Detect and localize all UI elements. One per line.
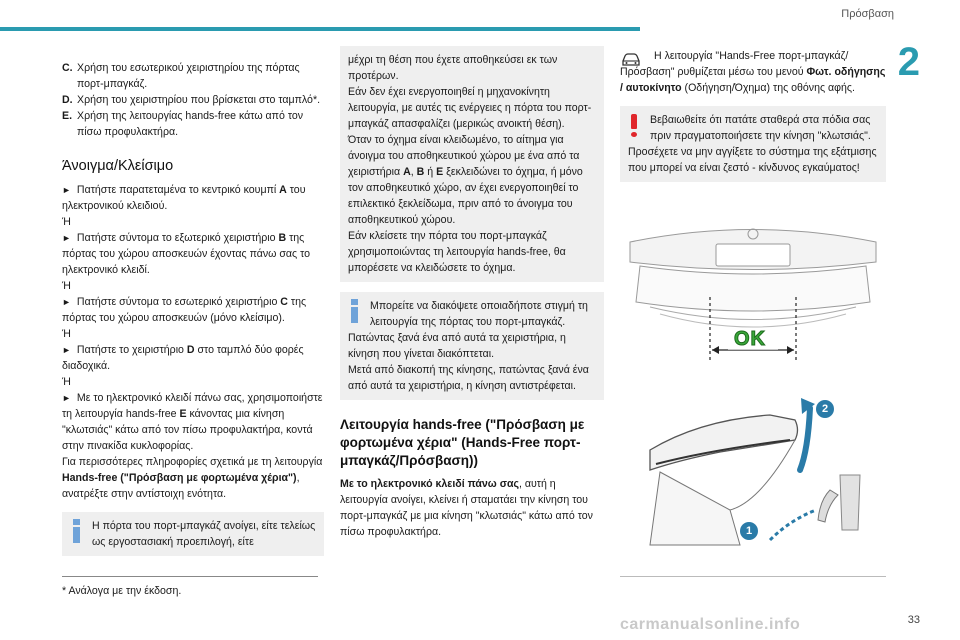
chapter-number: 2: [897, 40, 920, 84]
bullet-arrow-icon: ►: [62, 185, 71, 195]
info-note-continuation: μέχρι τη θέση που έχετε αποθηκεύσει εκ των προτέρων. Εάν δεν έχει ενεργοποιηθεί η μηχανοκίνητη λειτουργία, με αυτές τις ενέργειες η πόρτα του πορτ-μπαγκάζ απασφαλίζει (μερικώς ανοικτή θέση). Όταν το όχημα είναι κλειδωμένο, το αίτημα για άνοιγμα του αποθηκευτικού χώρου με ένα από τα χειριστήρια A, B ή E ξεκλειδώνει το όχημα, ή μόνο τον αποθηκευτικό χώρο, αν έχει ενεργοποιηθεί το επιλεκτικό ξεκλείδωμα, πριν από το άνοιγμα του αποθηκευτικού χώρου. Εάν κλείσετε την πόρτα του πορτ-μπαγκάζ χρησιμοποιώντας τη λειτουργία hands-free, θα μπορέσετε να κλειδώσετε το όχημα.: [340, 46, 604, 282]
bullet-arrow-icon: ►: [62, 345, 71, 355]
watermark: carmanualsonline.info: [620, 616, 801, 633]
info-note-interrupt: Μπορείτε να διακόψετε οποιαδήποτε στιγμή τη λειτουργία της πόρτας του πορτ-μπαγκάζ. Πατώντας ξανά ένα από αυτά τα χειριστήρια, η κίνηση που γίνεται διακόπτεται. Μετά από διακοπή της κίνησης, πατώντας ξανά ένα από αυτά τα χειριστήρια, η κίνηση αντιστρέφεται.: [340, 292, 604, 400]
instruction-a: ► Πατήστε παρατεταμένα το κεντρικό κουμπί A του ηλεκτρονικού κλειδιού.: [62, 184, 306, 212]
column-1: [62, 60, 324, 556]
more-info-paragraph: Για περισσότερες πληροφορίες σχετικά με τη λειτουργία Hands-free ("Πρόσβαση με φορτωμένα χέρια"), ανατρέξτε στην αντίστοιχη ενότητα.: [62, 456, 323, 500]
instruction-e: ► Με το ηλεκτρονικό κλειδί πάνω σας, χρησιμοποιήστε τη λειτουργία hands-free E κάνοντας μια κίνηση "κλωτσιάς" κάτω από τον πίσω προφυλακτήρα, κοντά στην πινακίδα κυκλοφορίας.: [62, 392, 323, 452]
warning-note-box: Βεβαιωθείτε ότι πατάτε σταθερά στα πόδια σας πριν πραγματοποιήσετε την κίνηση "κλωτσιάς". Προσέχετε να μην αγγίξετε το σύστημα της εξάτμισης που μπορεί να είναι ζεστό - κίνδυνος εγκαύματος!: [620, 106, 886, 182]
section-title-hands-free: Λειτουργία hands-free ("Πρόσβαση με φορτωμένα χέρια" (Hands-Free πορτ-μπαγκάζ/Πρόσβαση)): [340, 417, 585, 468]
instruction-c: ► Πατήστε σύντομα το εσωτερικό χειριστήριο C της πόρτας του χώρου αποσκευών (μόνο κλείσιμο).: [62, 296, 307, 324]
or-separator: Ή: [62, 216, 71, 228]
bullet-arrow-icon: ►: [62, 297, 71, 307]
header-accent-bar: [0, 27, 640, 31]
info-note-box: Η πόρτα του πορτ-μπαγκάζ ανοίγει, είτε τελείως ως εργοστασιακή προεπιλογή, είτε: [62, 512, 324, 556]
callout-2: 2: [816, 400, 834, 418]
column-3: [620, 50, 886, 182]
bullet-arrow-icon: ►: [62, 233, 71, 243]
rear-bumper-illustration: [620, 222, 886, 372]
column-2: [340, 46, 604, 540]
ok-label: OK: [734, 328, 766, 350]
warning-icon: [630, 114, 638, 138]
info-icon: [349, 299, 361, 323]
page-section-title: Πρόσβαση: [841, 8, 894, 20]
page-number: 33: [907, 614, 920, 626]
list-item-d: D. Χρήση του χειριστηρίου που βρίσκεται στο ταμπλό*.: [62, 94, 321, 106]
or-separator: Ή: [62, 328, 71, 340]
footnote-divider: [62, 576, 318, 577]
instruction-b: ► Πατήστε σύντομα το εξωτερικό χειριστήριο B της πόρτας του χώρου αποσκευών έχοντας πάνω σας το ηλεκτρονικό κλειδί.: [62, 232, 311, 276]
footnote: * Ανάλογα με την έκδοση.: [62, 585, 182, 597]
tailgate-kick-illustration: [620, 380, 886, 550]
callout-1: 1: [740, 522, 758, 540]
instruction-d: ► Πατήστε το χειριστήριο D στο ταμπλό δύο φορές διαδοχικά.: [62, 344, 304, 372]
car-settings-icon: [620, 52, 642, 68]
list-item-e: E. Χρήση της λειτουργίας hands-free κάτω από τον πίσω προφυλακτήρα.: [62, 110, 304, 138]
info-icon: [71, 519, 83, 543]
section-title-open-close: Άνοιγμα/Κλείσιμο: [62, 158, 174, 174]
hands-free-description: Με το ηλεκτρονικό κλειδί πάνω σας, αυτή η λειτουργία ανοίγει, κλείνει ή σταματάει την κίνηση του πορτ-μπαγκάζ με μια κίνηση "κλωτσιάς" κάτω από τον πίσω προφυλακτήρα.: [340, 478, 593, 538]
or-separator: Ή: [62, 376, 71, 388]
bullet-arrow-icon: ►: [62, 393, 71, 403]
bottom-divider: [620, 576, 886, 577]
or-separator: Ή: [62, 280, 71, 292]
list-item-c: C. Χρήση του εσωτερικού χειριστηρίου της πόρτας πορτ-μπαγκάζ.: [62, 62, 300, 90]
settings-paragraph: Η λειτουργία "Hands-Free πορτ-μπαγκάζ/Πρόσβαση" ρυθμίζεται μέσω του μενού Φωτ. οδήγησης / αυτοκίνητο (Οδήγηση/Όχημα) της οθόνης αφής.: [620, 50, 886, 94]
